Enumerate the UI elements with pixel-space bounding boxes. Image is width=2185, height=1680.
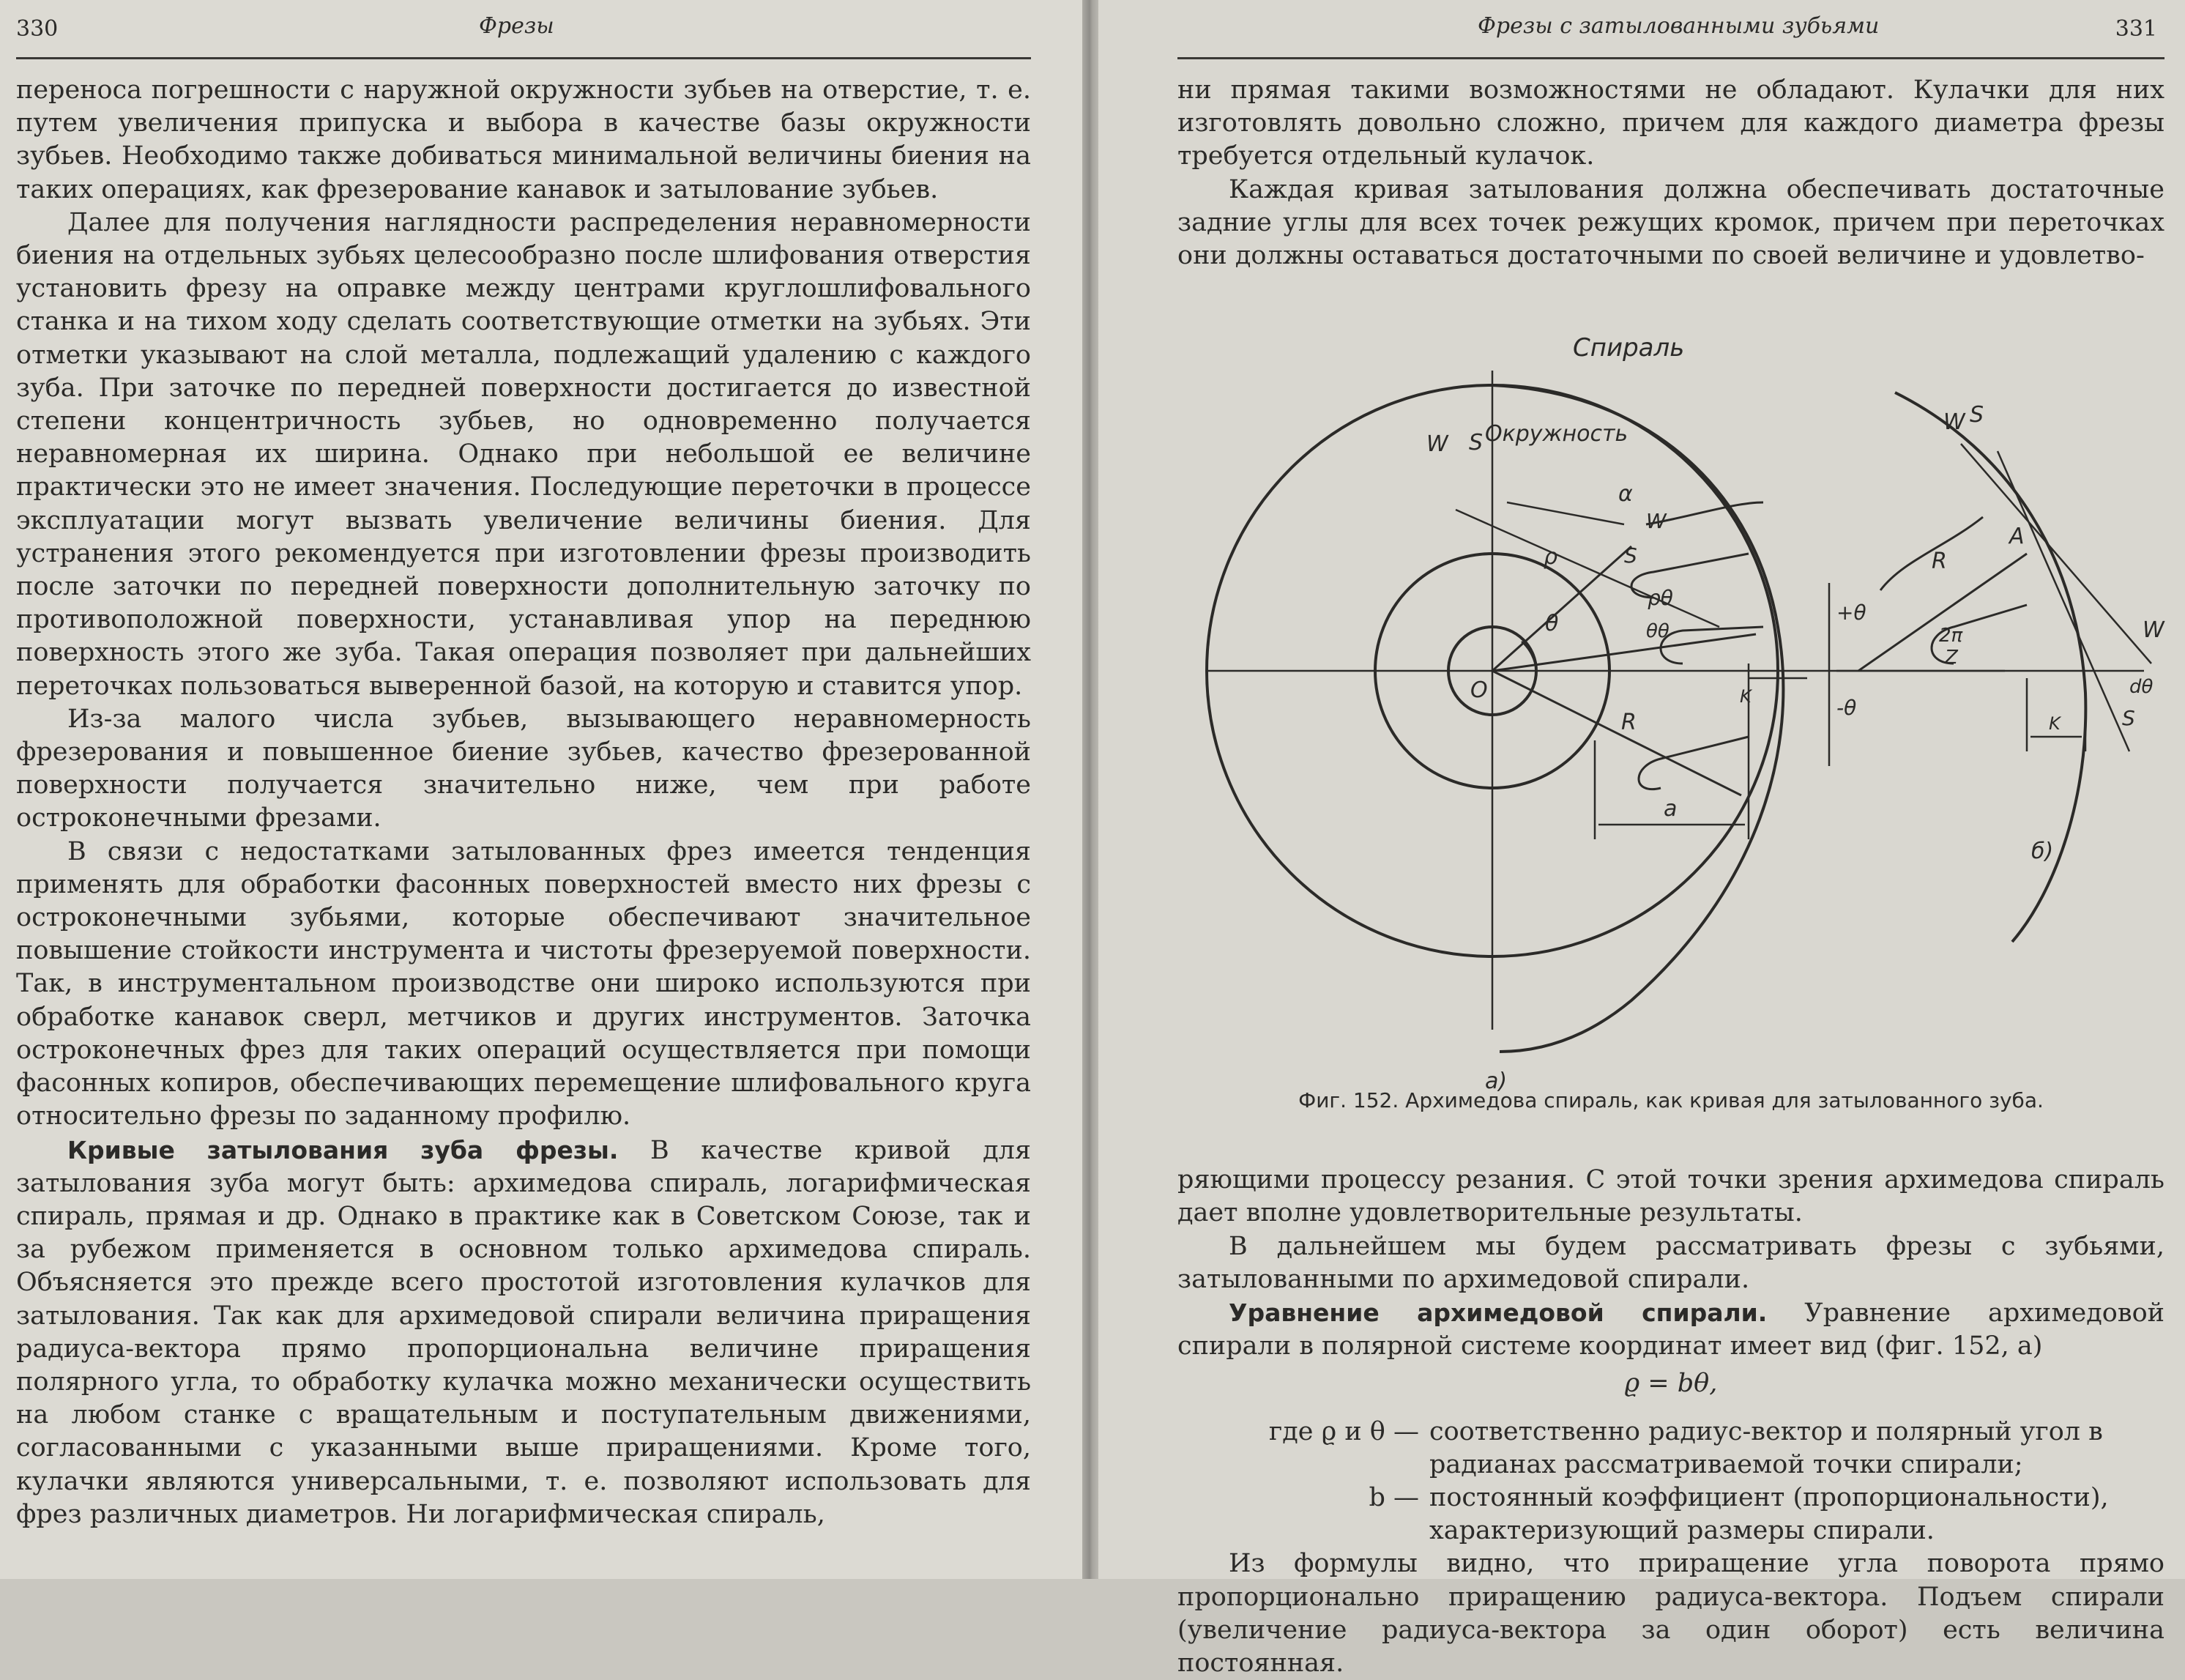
tangent-W xyxy=(1456,510,1719,627)
b-spiral-arc xyxy=(1895,393,2085,942)
b-label-2pi: 2π xyxy=(1939,625,1963,647)
b-label-z: Z xyxy=(1945,647,1958,669)
b-label-plus-theta: +θ xyxy=(1836,601,1866,625)
left-page xyxy=(0,0,1082,1579)
right-paragraph: ни прямая такими возможностями не обладают. Кулачки для них изготовлять довольно сложно, причем для каждого диаметра фрезы требуется отдельный кулачок. xyxy=(1177,75,2164,171)
label-spiral: Спираль xyxy=(1573,333,1685,363)
left-running-head xyxy=(16,13,1031,45)
label-theta-theta: θθ xyxy=(1646,620,1670,643)
definition-row xyxy=(1177,1482,2164,1547)
left-paragraph xyxy=(16,1134,1031,1531)
right-paragraph-text: Уравнение архимедовой спирали в полярной системе координат имеет вид (фиг. 152, a) xyxy=(1177,1298,2164,1361)
b-label-W: W xyxy=(1943,409,1965,436)
b-normal-S xyxy=(1998,451,2129,751)
label-sub-b: б) xyxy=(2031,839,2054,865)
label-S-2: S xyxy=(1624,543,1637,568)
definition-value: постоянный коэффициент (пропорциональности), характеризующий размеры спирали. xyxy=(1429,1483,2109,1546)
tooth-slot-lower xyxy=(1639,737,1749,789)
normal-S xyxy=(1507,502,1624,524)
spiral-formula: ϱ = bθ, xyxy=(1624,1369,1718,1399)
figure-152-drawing xyxy=(1177,283,2164,1095)
section-heading-spiral-equation: Уравнение архимедовой спирали. xyxy=(1229,1298,1768,1328)
label-rho-theta: ρθ xyxy=(1648,586,1673,611)
right-running-title: Фрезы с затылованными зубьями xyxy=(1478,13,1880,39)
label-S: S xyxy=(1469,430,1484,456)
b-label-A: A xyxy=(2009,524,2025,550)
definition-key: где ϱ и θ — xyxy=(1268,1417,1419,1447)
b-label-W-2: W xyxy=(2143,617,2164,644)
b-label-S: S xyxy=(1970,402,1984,428)
label-O: O xyxy=(1470,677,1488,704)
right-paragraph xyxy=(1177,1296,2164,1363)
label-theta: θ xyxy=(1545,611,1559,637)
label-alpha: α xyxy=(1618,481,1633,508)
left-paragraph: Далее для получения наглядности распределения неравномерности биения на отдельных зубьях целесообразно после шлифования отверстия установить фрезу на оправке между центрами круглошлифовального станка и на тихом ходу сделать соответствующие отметки на зубьях. Эти отметки указывают на слой металла, подлежащий удалению с каждого зуба. При заточке по передней поверхности достигается до известной степени концентричность зубьев, но одновременно получается неравномерная их ширина. Однако при небольшой ее величине практически это не имеет значения. Последующие переточки в процессе эксплуатации могут вызвать увеличение величины биения. Для устранения этого рекомендуется при изготовлении фрезы производить после заточки по передней поверхности дополнительную заточку по противоположной поверхности, устанавливая упор на переднюю поверхность этого же зуба. Такая операция позволяет при дальнейших переточках пользоваться выверенной базой, на которую и ставится упор. xyxy=(16,207,1031,701)
label-W-2: W xyxy=(1646,509,1667,534)
right-running-head xyxy=(1177,13,2164,45)
b-label-K: K xyxy=(2049,713,2061,735)
label-K: K xyxy=(1740,686,1752,707)
definition-value: соответственно радиус-вектор и полярный угол в радианах рассматриваемой точки спирали; xyxy=(1429,1417,2103,1480)
right-paragraph: Из формулы видно, что приращение угла поворота прямо пропорционально приращению радиуса-вектора. Подъем спирали (увеличение радиуса-вектора за один оборот) есть величина постоянная. xyxy=(1177,1549,2164,1679)
left-paragraph: переноса погрешности с наружной окружности зубьев на отверстие, т. е. путем увеличения припуска и выбора в качестве базы окружности зубьев. Необходимо также добиваться минимальной величины биения на таких операциях, как фрезерование канавок и затылование зубьев. xyxy=(16,75,1031,204)
figure-caption: Фиг. 152. Архимедова спираль, как кривая для затылованного зуба. xyxy=(1298,1088,2044,1113)
left-running-title: Фрезы xyxy=(479,13,554,39)
label-W: W xyxy=(1426,431,1448,458)
b-label-R: R xyxy=(1932,549,1947,575)
radius-rho xyxy=(1492,546,1631,671)
b-label-minus-theta: -θ xyxy=(1836,696,1857,721)
definition-key: b — xyxy=(1369,1483,1419,1513)
left-paragraph: В связи с недостатками затылованных фрез имеется тенденция применять для обработки фасонных поверхностей вместо них фрезы с остроконечными зубьями, которые обеспечивают значительное повышение стойкости инструмента и чистоты фрезеруемой поверхности. Так, в инструментальном производстве они широко используются при обработке канавок сверл, метчиков и других инструментов. Заточка остроконечных фрез для таких операций осуществляется при помощи фасонных копиров, обеспечивающих перемещение шлифовального круга относительно фрезы по заданному профилю. xyxy=(16,836,1031,1131)
right-page-number: 331 xyxy=(2115,16,2157,42)
right-paragraph: В дальнейшем мы будем рассматривать фрезы с зубьями, затылованными по архимедовой спирали. xyxy=(1177,1231,2164,1294)
b-label-S-2: S xyxy=(2122,706,2135,731)
label-sub-a: a) xyxy=(1485,1068,1508,1095)
label-R: R xyxy=(1621,710,1637,736)
right-header-rule xyxy=(1177,57,2164,59)
label-rho: ρ xyxy=(1544,544,1558,570)
right-paragraph: Каждая кривая затылования должна обеспечивать достаточные задние углы для всех точек режущих кромок, причем при переточках они должны оставаться достаточными по своей величине и удовлетво- xyxy=(1177,174,2164,271)
label-circle: Окружность xyxy=(1485,421,1628,447)
figure-152 xyxy=(1177,283,2164,1095)
radius-R xyxy=(1492,671,1741,795)
right-page xyxy=(1098,0,2185,1679)
section-heading-backing-curves: Кривые затылования зуба фрезы. xyxy=(67,1135,619,1164)
left-body-text xyxy=(16,74,1031,1531)
left-page-number: 330 xyxy=(16,16,59,42)
label-a: a xyxy=(1664,796,1678,822)
left-header-rule xyxy=(16,57,1031,59)
left-paragraph: Из-за малого числа зубьев, вызывающего неравномерность фрезерования и повышенное биение зубьев, качество фрезерованной поверхности получается значительно ниже, чем при работе остроконечными фрезами. xyxy=(16,704,1031,833)
left-paragraph-text: В качестве кривой для затылования зуба могут быть: архимедова спираль, логарифмическая спираль, прямая и др. Однако в практике как в Советском Союзе, так и за рубежом применяется в основном только архимедова спираль. Объясняется это прежде всего простотой изготовления кулачков для затылования. Так как для архимедовой спирали величина приращения радиуса-вектора прямо пропорциональна величине приращения полярного угла, то обработку кулачка можно механически осуществить на любом станке с вращательным и поступательным движениями, согласованными с указанными выше приращениями. Кроме того, кулачки являются универсальными, т. е. позволяют использовать для фрез различных диаметров. Ни логарифмическая спираль, xyxy=(16,1135,1031,1529)
definition-row xyxy=(1177,1416,2164,1482)
right-paragraph: ряющими процессу резания. С этой точки зрения архимедова спираль дает вполне удовлетворительные результаты. xyxy=(1177,1165,2164,1228)
b-label-d-theta: dθ xyxy=(2129,676,2154,699)
b-tangent-W xyxy=(1961,444,2151,664)
